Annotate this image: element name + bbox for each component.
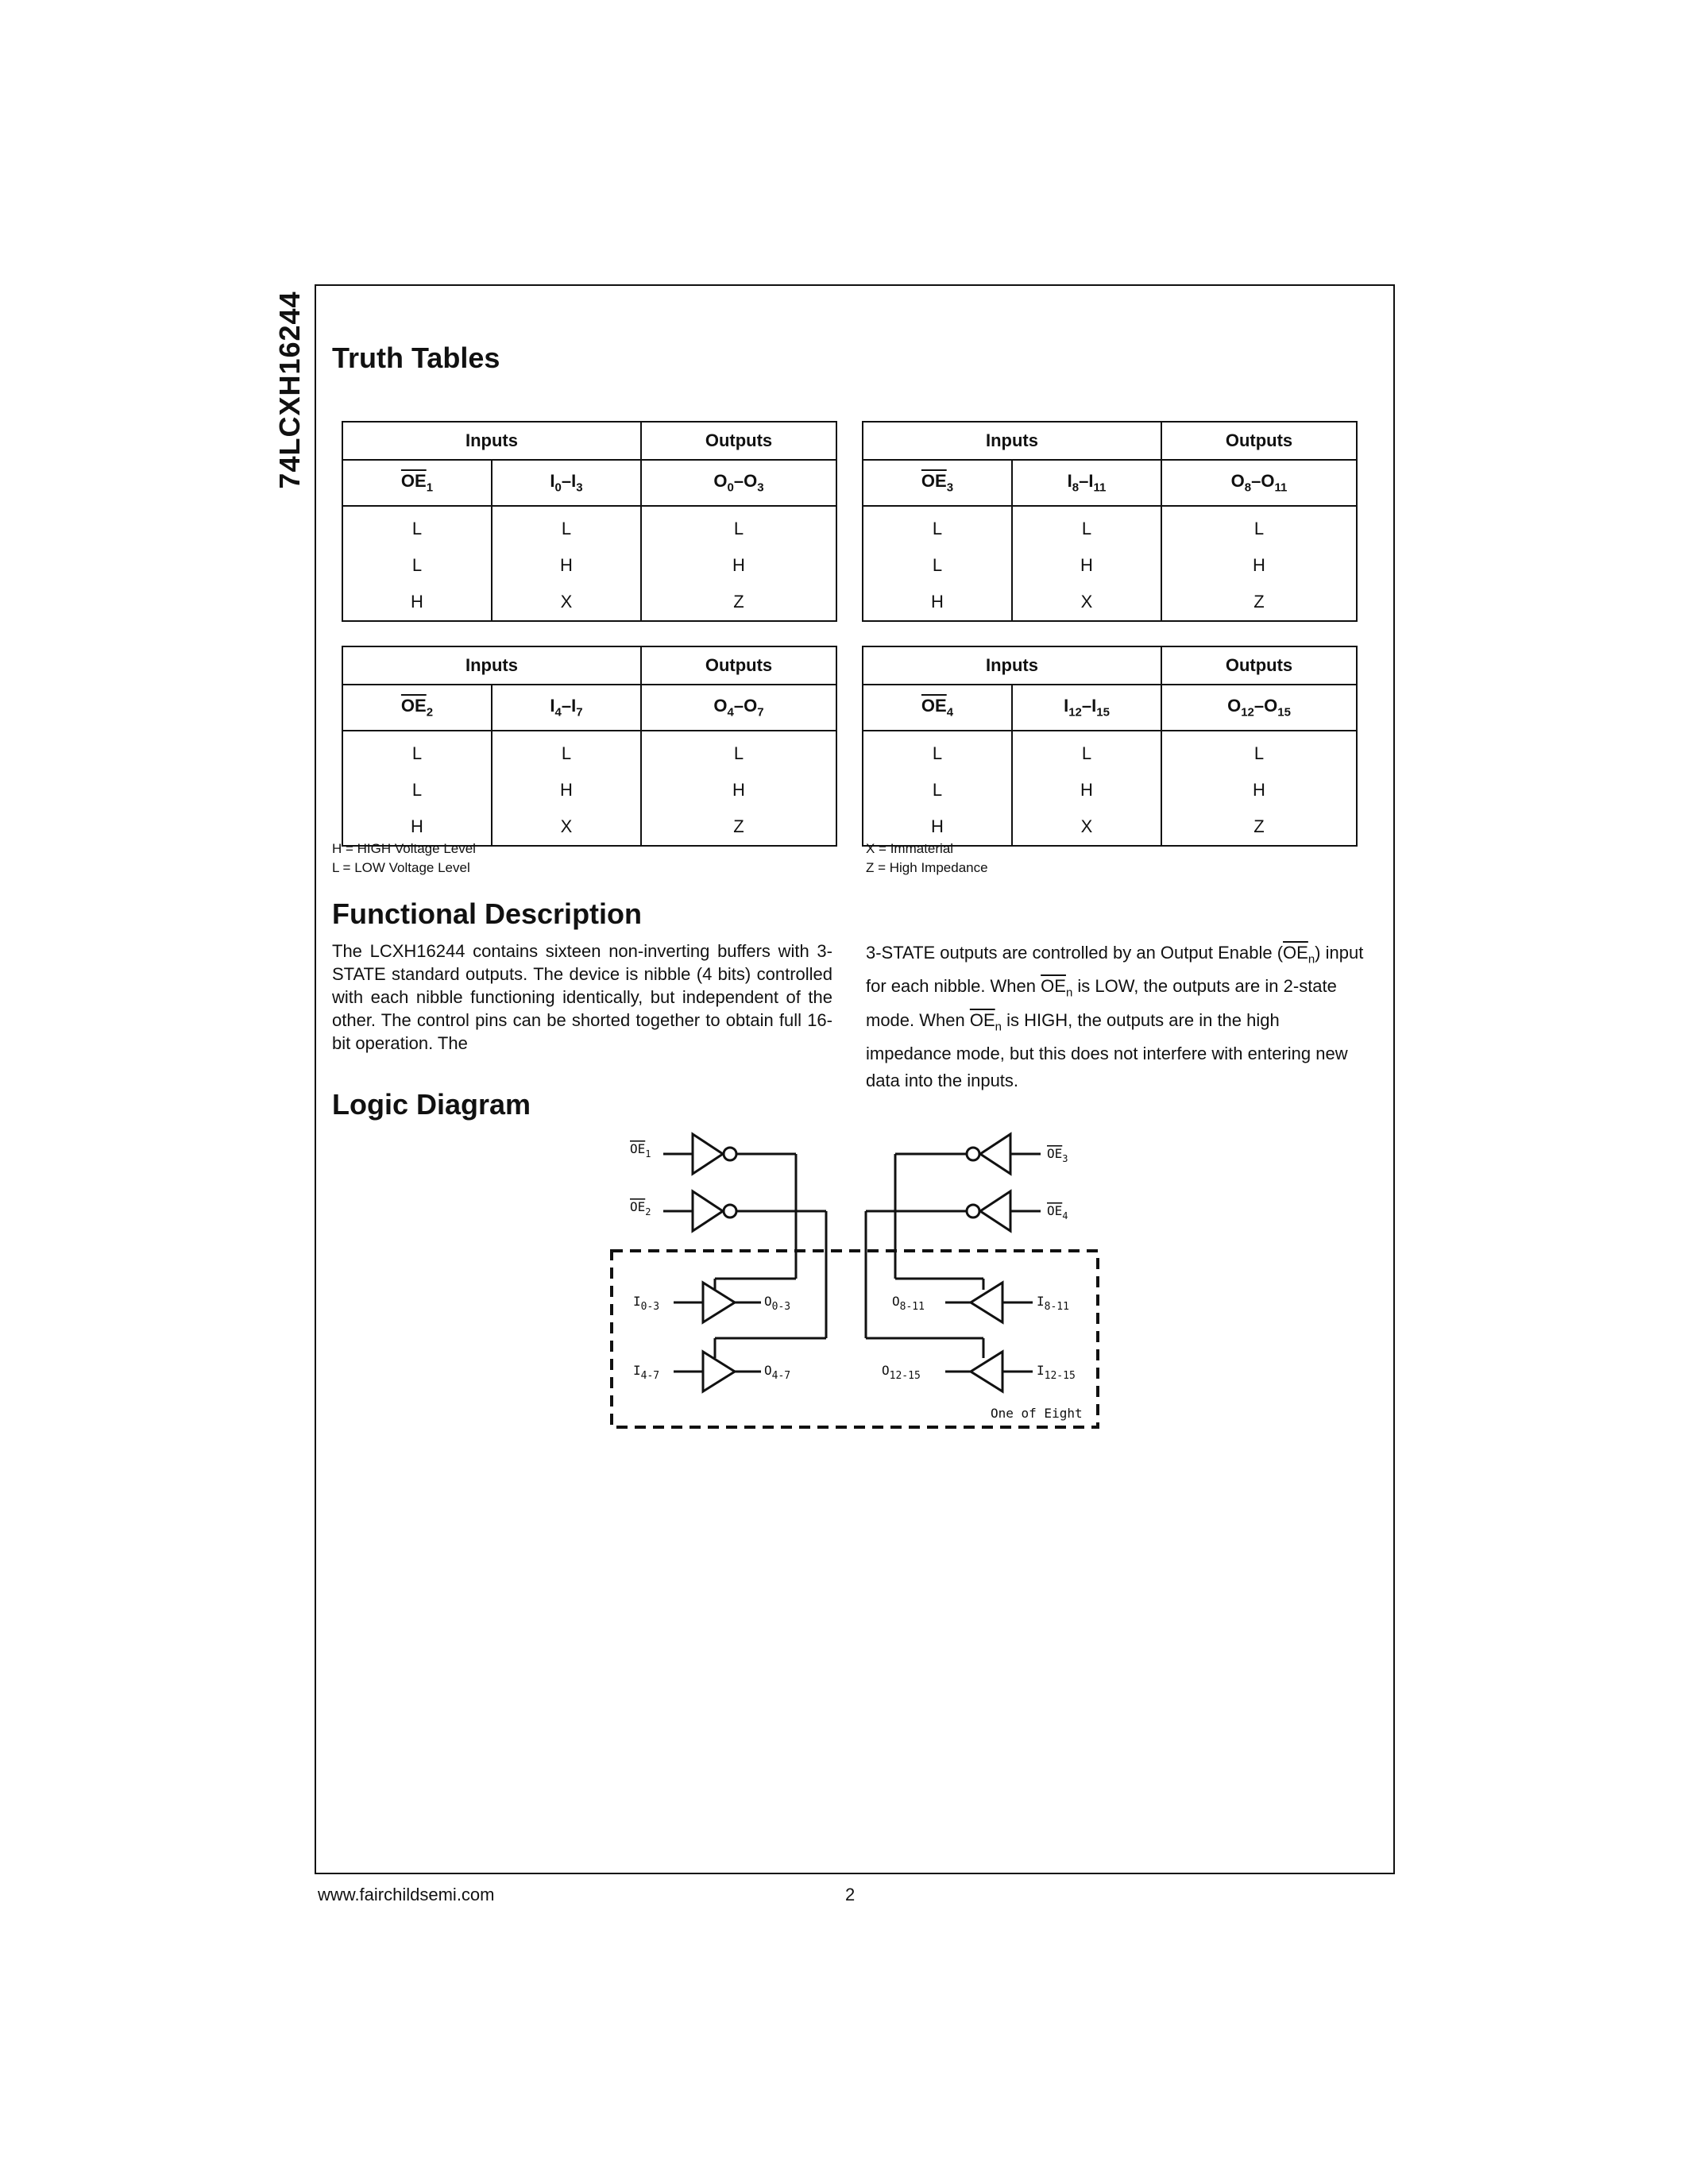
table-cell: L <box>863 547 1012 584</box>
functional-text-right: 3-STATE outputs are controlled by an Output Enable $(\overline{OE}_n)$ input for each nibble. When $\overline{OE}_n$ is LOW, the outputs are in 2-state mode. When $\overline{OE}_n$ is HIGH, the outputs are in the high impedance mode, but this does not interfere with entering new data into the inputs. <box>866 943 1364 1091</box>
inputs-header: Inputs <box>342 422 641 460</box>
table-cell: L <box>342 772 492 808</box>
truth-table-4 <box>862 646 1358 847</box>
outputs-header: Outputs <box>641 422 836 460</box>
functional-description-heading: Functional Description <box>332 897 643 930</box>
table-cell: L <box>342 506 492 547</box>
table-cell: H <box>1161 547 1357 584</box>
i811-buffer <box>971 1283 1002 1322</box>
oe2-inverter <box>693 1191 723 1231</box>
table-cell: L <box>1161 506 1357 547</box>
svg-text:I0-3: $I_{0-3}$ <box>633 1294 660 1313</box>
footer-url[interactable]: www.fairchildsemi.com <box>318 1885 495 1904</box>
svg-text:O0-3: $O_{0-3}$ <box>764 1294 791 1313</box>
svg-text:OE2: $OE_2$ <box>630 1199 651 1217</box>
table-cell: L <box>641 506 836 547</box>
table-cell: H <box>1012 772 1161 808</box>
table-cell: L <box>492 731 641 772</box>
table-cell: L <box>1012 731 1161 772</box>
i1215-buffer <box>971 1352 1002 1391</box>
inputs-header: Inputs <box>863 646 1161 685</box>
table-cell: L <box>1161 731 1357 772</box>
table-cell: H <box>641 547 836 584</box>
oe4-inverter <box>980 1191 1010 1231</box>
truth-table-1 <box>342 421 837 622</box>
inputs-header: Inputs <box>863 422 1161 460</box>
table-cell: H <box>1161 772 1357 808</box>
table-row <box>342 731 836 772</box>
table-cell: Z <box>1161 808 1357 846</box>
note-left: H = HIGH Voltage Level L = LOW Voltage Level <box>332 841 476 875</box>
table-cell: L <box>863 772 1012 808</box>
svg-text:OE1: $OE_1$ <box>630 1141 651 1160</box>
i47-buffer <box>703 1352 735 1391</box>
table-row <box>863 547 1357 584</box>
table-cell: L <box>1012 506 1161 547</box>
table-cell: H <box>1012 547 1161 584</box>
svg-text:OE4: $OE_4$ <box>1047 1203 1068 1221</box>
input-range-header: $I_0-I_3$ <box>492 460 641 506</box>
dashed-enclosure <box>612 1251 1098 1427</box>
diagram-caption: One of Eight <box>991 1406 1083 1421</box>
table-row <box>342 772 836 808</box>
table-row <box>863 731 1357 772</box>
table-cell: H <box>863 584 1012 621</box>
svg-text:O4-7: $O_{4-7}$ <box>764 1363 791 1382</box>
table-row <box>342 506 836 547</box>
oe-header: $\overline{OE}_3$ <box>863 460 1012 506</box>
functional-text-left: The LCXH16244 contains sixteen non-inverting buffers with 3-STATE standard outputs. The device is nibble (4 bits) controlled with each nibble functioning identically, but independent of the other. The control pins can be shorted together to obtain full 16-bit operation. The <box>332 941 832 1053</box>
output-range-header: $O_{12}-O_{15}$ <box>1161 685 1357 731</box>
table-cell: H <box>342 584 492 621</box>
truth-tables-heading: Truth Tables <box>332 341 500 374</box>
oe-header: $\overline{OE}_4$ <box>863 685 1012 731</box>
table-row <box>342 584 836 621</box>
table-row <box>342 547 836 584</box>
oe3-inverter <box>980 1134 1010 1174</box>
table-cell: L <box>641 731 836 772</box>
table-cell: L <box>342 731 492 772</box>
table-cell: L <box>863 506 1012 547</box>
table-cell: Z <box>1161 584 1357 621</box>
table-cell: H <box>863 808 1012 846</box>
svg-text:I8-11: $I_{8-11}$ <box>1037 1294 1069 1313</box>
table-cell: H <box>492 772 641 808</box>
table-cell: X <box>1012 584 1161 621</box>
table-cell: Z <box>641 808 836 846</box>
output-range-header: $O_0-O_3$ <box>641 460 836 506</box>
oe-header: $\overline{OE}_2$ <box>342 685 492 731</box>
input-range-header: $I_4-I_7$ <box>492 685 641 731</box>
table-cell: X <box>492 584 641 621</box>
oe1-inverter <box>693 1134 723 1174</box>
output-range-header: $O_8-O_{11}$ <box>1161 460 1357 506</box>
outputs-header: Outputs <box>1161 422 1357 460</box>
input-range-header: $I_{12}-I_{15}$ <box>1012 685 1161 731</box>
side-title: 74LCXH16244 <box>273 291 306 489</box>
table-cell: L <box>863 731 1012 772</box>
svg-text:OE3: $OE_3$ <box>1047 1146 1068 1164</box>
truth-table-2 <box>862 421 1358 622</box>
svg-text:I4-7: $I_{4-7}$ <box>633 1363 660 1382</box>
output-range-header: $O_4-O_7$ <box>641 685 836 731</box>
note-right: X = Immaterial Z = High Impedance <box>866 841 988 875</box>
i03-buffer <box>703 1283 735 1322</box>
outputs-header: Outputs <box>1161 646 1357 685</box>
table-cell: L <box>342 547 492 584</box>
table-cell: X <box>492 808 641 846</box>
table-cell: L <box>492 506 641 547</box>
table-cell: H <box>641 772 836 808</box>
svg-text:I12-15: $I_{12-15}$ <box>1037 1363 1076 1382</box>
oe-header: $\overline{OE}_1$ <box>342 460 492 506</box>
svg-text:O8-11: $O_{8-11}$ <box>892 1294 925 1313</box>
table-cell: X <box>1012 808 1161 846</box>
page-number: 2 <box>845 1885 856 1904</box>
outputs-header: Outputs <box>641 646 836 685</box>
table-cell: Z <box>641 584 836 621</box>
table-row <box>863 584 1357 621</box>
truth-table-3 <box>342 646 837 847</box>
logic-diagram-heading: Logic Diagram <box>332 1088 531 1121</box>
input-range-header: $I_8-I_{11}$ <box>1012 460 1161 506</box>
inputs-header: Inputs <box>342 646 641 685</box>
svg-text:O12-15: $O_{12-15}$ <box>882 1363 921 1382</box>
table-row <box>863 772 1357 808</box>
table-row <box>863 506 1357 547</box>
table-cell: H <box>492 547 641 584</box>
logic-diagram <box>604 1120 1112 1445</box>
table-cell: H <box>342 808 492 846</box>
